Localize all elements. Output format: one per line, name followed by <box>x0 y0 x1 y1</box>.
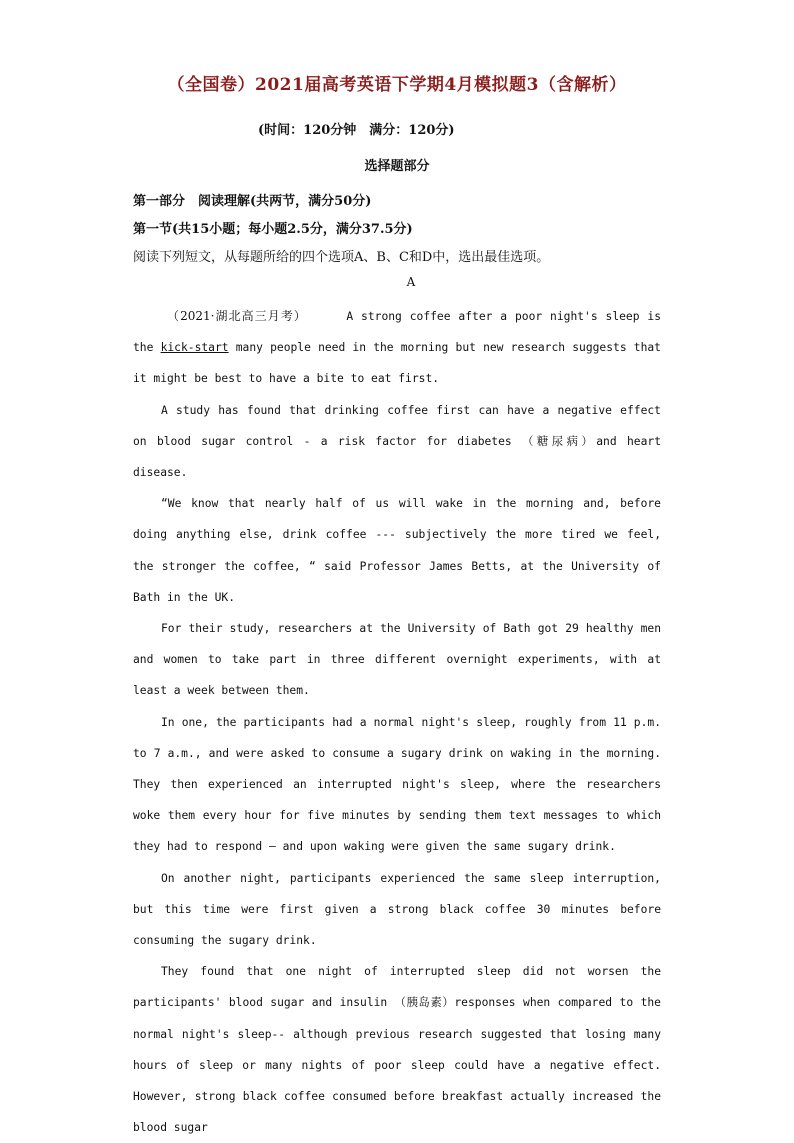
chinese-gloss: （糖尿病） <box>522 434 597 448</box>
passage-source: （2021·湖北高三月考） <box>167 309 307 323</box>
paragraph-6: On another night, participants experienced the same sleep interruption, but this time were first given a strong black coffee 30 minutes before consuming the sugary drink. <box>133 871 661 948</box>
paragraph-1-text-end: many people need in the morning but new research suggests that it might be best to have a bite to eat first. <box>133 341 661 386</box>
passage-body <box>133 301 661 1143</box>
paragraph-7 <box>133 956 661 1143</box>
paragraph-4: For their study, researchers at the University of Bath got 29 healthy men and women to take part in three different overnight experiments, with at least a week between them. <box>133 622 661 698</box>
paragraph-2-text-end: and heart disease. <box>133 434 661 480</box>
paragraph-7-text-end: responses when compared to the normal night's sleep-- although previous research suggested that losing many hours of sleep or many nights of poor sleep could have a negative effect. However, strong black coffee consumed before breakfast actually increased the blood sugar <box>133 996 661 1135</box>
paragraph-1 <box>133 301 661 395</box>
paragraph-2-text-start: A study has found that drinking coffee first can have a negative effect on blood sugar control - a risk factor for diabetes <box>133 403 661 448</box>
paragraph-3: “We know that nearly half of us will wake in the morning and, before doing anything else, drink coffee --- subjectively the more tired we feel, the stronger the coffee, “ said Professor James Betts, at the University of Bath in the UK. <box>133 497 661 604</box>
part-heading: 第一部分 阅读理解(共两节，满分50分) <box>133 194 372 209</box>
document-title: （全国卷）2021届高考英语下学期4月模拟题3（含解析） <box>167 75 627 95</box>
paragraph-1-text-start: A strong coffee after a poor night's sleep is the <box>133 310 662 355</box>
paragraph-2 <box>133 395 661 489</box>
instructions: 阅读下列短文，从每题所给的四个选项A、B、C和D中，选出最佳选项。 <box>133 250 550 265</box>
time-score-line: (时间：120分钟 满分：120分) <box>258 123 455 138</box>
subsection-heading: 第一节(共15小题；每小题2.5分，满分37.5分) <box>133 222 413 237</box>
paragraph-7-text-start: They found that one night of interrupted sleep did not worsen the participants' blood sugar and insulin <box>133 965 661 1010</box>
chinese-gloss: （胰岛素） <box>394 996 455 1010</box>
passage-label: A <box>406 275 416 289</box>
underlined-word: kick-start <box>160 341 229 355</box>
section-title: 选择题部分 <box>364 159 430 174</box>
paragraph-5: In one, the participants had a normal night's sleep, roughly from 11 p.m. to 7 a.m., and were asked to consume a sugary drink on waking in the morning. They then experienced an interrupted night's sleep, where the researchers woke them every hour for five minutes by sending them text messages to which they had to respond — and upon waking were given the same sugary drink. <box>133 715 661 854</box>
